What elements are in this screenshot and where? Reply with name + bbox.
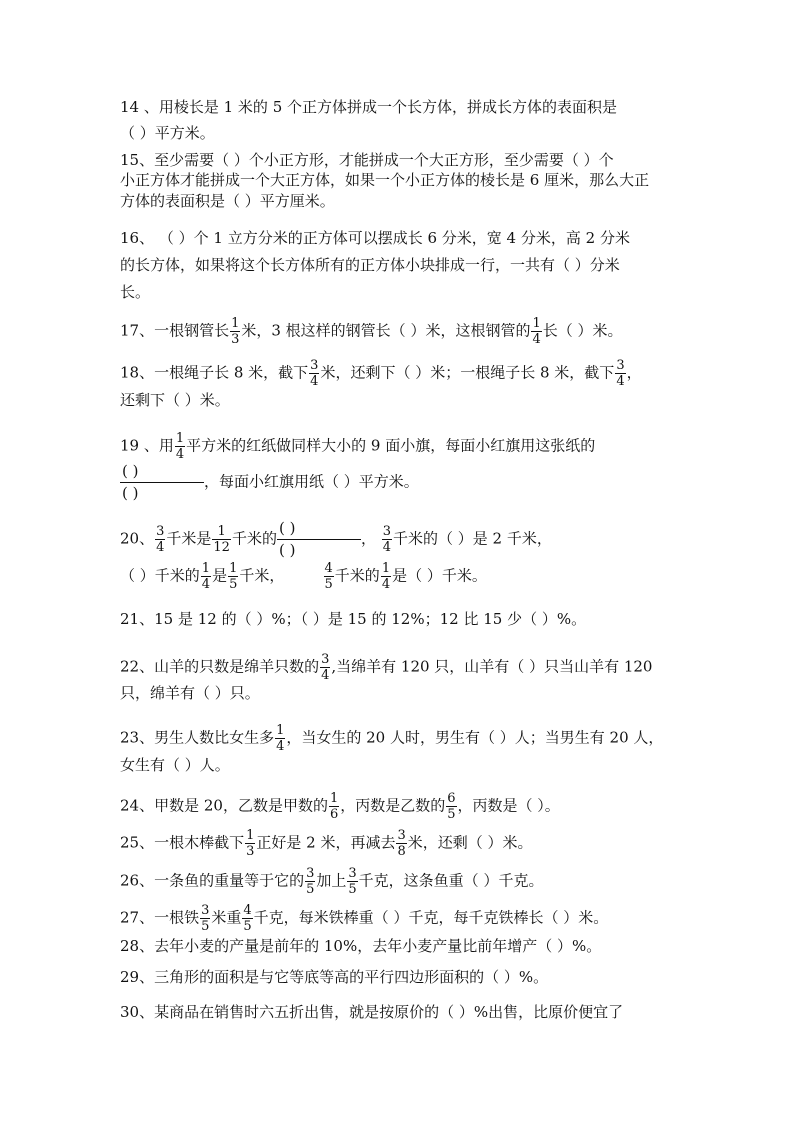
fraction-numerator: 3 (156, 524, 165, 539)
blank-denominator: ( ) (278, 541, 296, 559)
fraction-numerator: 1 (201, 561, 211, 576)
question-30: 30、某商品在销售时六五折出售，就是按原价的（ ）%出售，比原价便宜了 (120, 1003, 624, 1021)
q26-text-b: 加上 (316, 871, 347, 890)
fraction-numerator: 1 (246, 828, 255, 843)
fraction-numerator: 3 (348, 866, 357, 881)
q22-text-b: ,当绵羊有 120 只，山羊有（ ）只当山羊有 120 (331, 657, 653, 676)
q20-line2-text-c: 千米， (239, 566, 323, 585)
fraction (200, 904, 210, 933)
question-27 (120, 904, 608, 933)
fraction-denominator: 4 (532, 332, 541, 347)
q20-line2-text-e: 是（ ）千米。 (392, 566, 487, 585)
fraction (381, 562, 391, 591)
fraction-denominator: 5 (243, 919, 252, 934)
fraction-numerator: 3 (382, 524, 392, 539)
q27-text-a: 27、一根铁 (120, 908, 200, 927)
fraction-numerator: 1 (532, 316, 541, 331)
question-16-line-3: 长。 (120, 283, 151, 301)
fraction-numerator: 3 (616, 358, 625, 373)
question-26 (120, 867, 543, 896)
fraction-numerator: 3 (201, 903, 210, 918)
fraction (347, 867, 357, 896)
blank-fraction (120, 463, 204, 502)
fraction (531, 317, 541, 346)
q17-text-c: 长（ ）米。 (542, 321, 623, 340)
fraction (201, 562, 211, 591)
question-23-line-1 (120, 724, 663, 753)
fraction-denominator: 4 (321, 668, 330, 683)
fraction-numerator: 1 (329, 791, 339, 806)
fraction-numerator: 4 (243, 903, 252, 918)
fraction (324, 562, 334, 591)
q23-text-a: 23、男生人数比女生多 (120, 728, 275, 747)
question-17 (120, 317, 623, 346)
fraction-numerator: 6 (447, 791, 456, 806)
fraction (309, 359, 319, 388)
fraction-denominator: 5 (201, 919, 210, 934)
fraction (446, 792, 456, 821)
question-14-line-1: 14 、用棱长是 1 米的 5 个正方体拼成一个长方体，拼成长方体的表面积是 (120, 98, 618, 116)
fraction (329, 792, 339, 821)
q22-text-a: 22、山羊的只数是绵羊只数的 (120, 657, 320, 676)
fraction-denominator: 4 (382, 540, 392, 555)
q20-text-e: 千米的（ ）是 2 千米， (393, 529, 552, 548)
question-19-line-1 (120, 432, 595, 461)
fraction-numerator: 1 (276, 723, 285, 738)
fraction-denominator: 3 (246, 844, 255, 859)
fraction (615, 359, 625, 388)
q20-text-b: 千米是 (166, 529, 212, 548)
fraction-numerator: 3 (310, 358, 319, 373)
question-15-line-2: 小正方体才能拼成一个大正方体，如果一个小正方体的棱长是 6 厘米，那么大正 (120, 171, 650, 189)
fraction (320, 653, 330, 682)
blank-numerator: ( ) (278, 519, 296, 537)
fraction (305, 867, 315, 896)
question-15-line-3: 方体的表面积是（ ）平方厘米。 (120, 192, 335, 210)
fraction (382, 525, 392, 554)
q19-text-b: 平方米的红纸做同样大小的 9 面小旗，每面小红旗用这张纸的 (186, 436, 596, 455)
fraction-numerator: 1 (175, 431, 185, 446)
fraction-denominator: 5 (229, 577, 238, 592)
fraction-numerator: 4 (324, 561, 333, 576)
question-29: 29、三角形的面积是与它等底等高的平行四边形面积的（ ）%。 (120, 968, 549, 986)
q24-text-b: ，丙数是乙数的 (340, 796, 446, 815)
fraction-denominator: 3 (231, 332, 240, 347)
fraction-denominator: 4 (156, 540, 165, 555)
fraction-numerator: 3 (306, 866, 315, 881)
q25-text-b: 正好是 2 米，再减去 (256, 833, 396, 852)
question-23-line-2: 女生有（ ）人。 (120, 756, 230, 774)
fraction-numerator: 1 (229, 561, 238, 576)
question-20-line-1 (120, 520, 552, 559)
q24-text-a: 24、甲数是 20，乙数是甲数的 (120, 796, 328, 815)
q26-text-a: 26、一条鱼的重量等于它的 (120, 871, 305, 890)
q27-text-c: 千克，每米铁棒重（ ）千克，每千克铁棒长（ ）米。 (253, 908, 609, 927)
q17-text-a: 17、一根钢管长 (120, 321, 230, 340)
fraction (396, 829, 406, 858)
fraction-denominator: 5 (306, 882, 315, 897)
fraction-numerator: 1 (217, 524, 226, 539)
question-16-line-1: 16、 （ ）个 1 立方分米的正方体可以摆成长 6 分米，宽 4 分米，高 2 分米 (120, 229, 630, 247)
question-22-line-1 (120, 653, 652, 682)
q19-text-a: 19 、用 (120, 436, 174, 455)
q23-text-b: ，当女生的 20 人时，男生有（ ）人；当男生有 20 人， (286, 728, 664, 747)
q20-line2-text-b: 是 (212, 566, 228, 585)
q20-text-a: 20、 (120, 529, 155, 548)
fraction-denominator: 4 (310, 374, 319, 389)
q26-text-c: 千克，这条鱼重（ ）千克。 (358, 871, 544, 890)
question-18-line-2: 还剩下（ ）米。 (120, 391, 230, 409)
question-18-line-1 (120, 359, 642, 388)
q20-line2-text-a: （ ）千米的 (120, 566, 200, 585)
fraction (242, 904, 252, 933)
fraction-denominator: 4 (175, 447, 185, 462)
q19-text-c: ，每面小红旗用纸（ ）平方米。 (204, 472, 419, 491)
fraction (228, 562, 238, 591)
question-14-line-2: （ ）平方米。 (120, 124, 215, 142)
fraction-denominator: 6 (329, 807, 339, 822)
question-25 (120, 829, 533, 858)
q25-text-c: 米，还剩（ ）米。 (407, 833, 533, 852)
fraction (275, 724, 285, 753)
fraction-denominator: 4 (616, 374, 625, 389)
question-28: 28、去年小麦的产量是前年的 10%，去年小麦产量比前年增产（ ）%。 (120, 937, 602, 955)
q18-text-c: ， (626, 363, 642, 382)
question-19-line-2 (120, 463, 419, 502)
fraction-denominator: 4 (276, 739, 285, 754)
fraction-denominator: 5 (324, 577, 333, 592)
question-24 (120, 792, 560, 821)
q18-text-b: 米，还剩下（ ）米；一根绳子长 8 米，截下 (320, 363, 615, 382)
question-16-line-2: 的长方体，如果将这个长方体所有的正方体小块排成一行，一共有（ ）分米 (120, 256, 620, 274)
fraction-denominator: 4 (381, 577, 391, 592)
fraction-denominator: 4 (201, 577, 211, 592)
q20-text-c: 千米的 (231, 529, 277, 548)
question-22-line-2: 只，绵羊有（ ）只。 (120, 684, 260, 702)
fraction (212, 525, 231, 554)
blank-numerator: ( ) (122, 462, 139, 480)
q17-text-b: 米，3 根这样的钢管长（ ）米，这根钢管的 (241, 321, 531, 340)
fraction (230, 317, 240, 346)
q24-text-c: ，丙数是（ ）。 (457, 796, 560, 815)
fraction-denominator: 5 (348, 882, 357, 897)
q18-text-a: 18、一根绳子长 8 米，截下 (120, 363, 309, 382)
blank-fraction (277, 520, 361, 559)
q27-text-b: 米重 (211, 908, 242, 927)
question-21: 21、15 是 12 的（ ）%；（ ）是 15 的 12%；12 比 15 少（ ）%。 (120, 610, 587, 628)
fraction (155, 525, 165, 554)
blank-denominator: ( ) (122, 484, 139, 502)
fraction (175, 432, 185, 461)
question-15-line-1: 15、至少需要（ ）个小正方形，才能拼成一个大正方形，至少需要（ ）个 (120, 151, 614, 169)
fraction (245, 829, 255, 858)
q20-line2-text-d: 千米的 (334, 566, 380, 585)
fraction-denominator: 8 (397, 844, 406, 859)
q25-text-a: 25、一根木棒截下 (120, 833, 245, 852)
fraction-denominator: 12 (213, 540, 230, 555)
question-20-line-2 (120, 562, 487, 591)
fraction-numerator: 3 (397, 828, 406, 843)
fraction-numerator: 1 (381, 561, 391, 576)
fraction-denominator: 5 (447, 807, 456, 822)
q20-text-d: ， (360, 529, 381, 548)
fraction-numerator: 3 (321, 652, 330, 667)
fraction-numerator: 1 (231, 316, 240, 331)
